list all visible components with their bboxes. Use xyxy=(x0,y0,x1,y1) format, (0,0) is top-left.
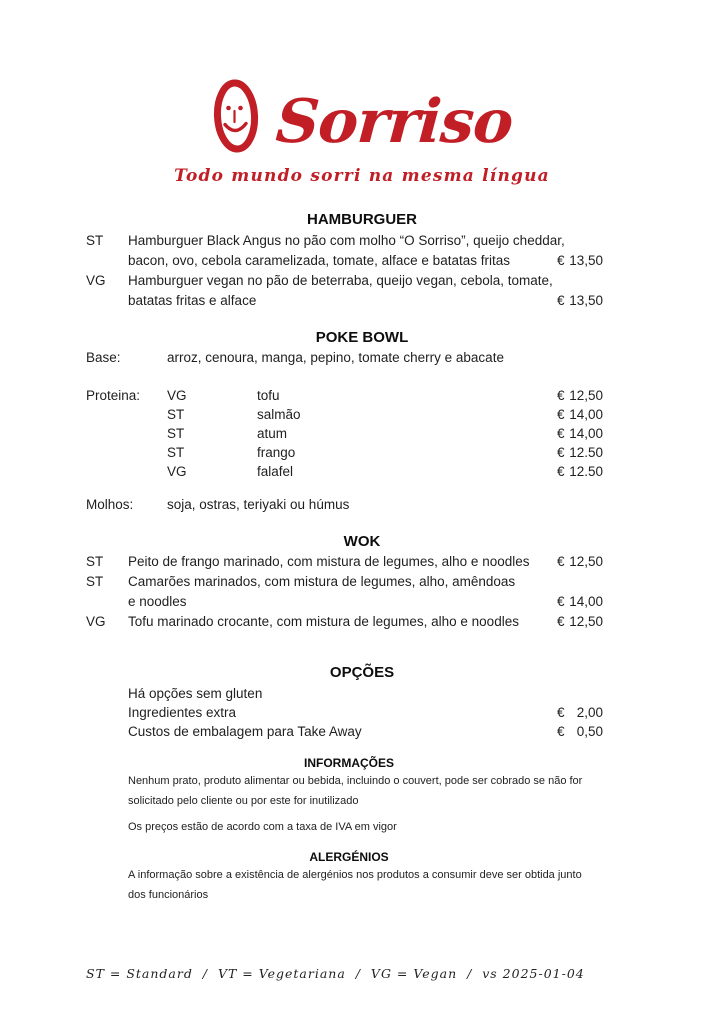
price-amount: 0,50 xyxy=(576,724,603,739)
item-price xyxy=(557,462,603,481)
currency-symbol: € xyxy=(557,426,565,441)
price-amount: 13,50 xyxy=(569,253,603,268)
info-paragraph-line: dos funcionários xyxy=(128,889,209,901)
menu-item-wok-frango xyxy=(86,552,638,572)
diet-code: VG xyxy=(167,388,187,403)
option-label: Ingredientes extra xyxy=(128,705,237,720)
sauces-label: Molhos: xyxy=(86,497,134,512)
protein-label: Proteina: xyxy=(86,388,141,403)
item-price xyxy=(557,684,603,703)
info-paragraph-line: A informação sobre a existência de alergénios nos produtos a consumir deve ser obtida junto xyxy=(128,869,582,881)
price-amount: 14,00 xyxy=(569,407,603,422)
item-price xyxy=(557,386,603,405)
currency-symbol: € xyxy=(557,253,565,268)
menu-content xyxy=(86,210,638,905)
protein-name: falafel xyxy=(257,464,294,479)
protein-row xyxy=(86,405,638,424)
section-wok xyxy=(86,532,638,632)
protein-name: salmão xyxy=(257,407,301,422)
price-amount: 12.50 xyxy=(569,445,603,460)
diet-code: ST xyxy=(167,426,185,441)
protein-name: tofu xyxy=(257,388,280,403)
option-label: Há opções sem gluten xyxy=(128,686,263,701)
item-description-line: bacon, ovo, cebola caramelizada, tomate, alface e batatas fritas xyxy=(128,253,510,268)
section-poke-bowl xyxy=(86,328,638,515)
informacoes-text xyxy=(86,771,638,837)
currency-symbol: € xyxy=(557,293,565,308)
logo-text: Sorriso xyxy=(273,87,515,158)
section-alergenios xyxy=(86,849,638,905)
brand-header xyxy=(0,0,724,186)
item-description-line: Peito de frango marinado, com mistura de legumes, alho e noodles xyxy=(128,554,530,569)
protein-row xyxy=(86,424,638,443)
base-label: Base: xyxy=(86,350,121,365)
item-description-line: batatas fritas e alface xyxy=(128,293,257,308)
section-informacoes xyxy=(86,755,638,837)
poke-base-row xyxy=(86,348,638,368)
item-price xyxy=(557,703,603,722)
item-price xyxy=(557,251,603,271)
currency-symbol: € xyxy=(557,705,565,720)
item-price xyxy=(557,443,603,462)
item-price xyxy=(557,291,603,311)
currency-symbol: € xyxy=(557,445,565,460)
item-description-line: e noodles xyxy=(128,594,187,609)
poke-sauces-row xyxy=(86,495,638,515)
item-description-line: Hamburguer Black Angus no pão com molho “O Sorriso”, queijo cheddar, xyxy=(128,233,565,248)
currency-symbol: € xyxy=(557,594,565,609)
option-row-gluten xyxy=(86,684,638,703)
item-price xyxy=(557,722,603,741)
price-amount: 12,50 xyxy=(569,554,603,569)
price-amount: 12,50 xyxy=(569,388,603,403)
option-label: Custos de embalagem para Take Away xyxy=(128,724,362,739)
item-price xyxy=(557,592,603,612)
currency-symbol: € xyxy=(557,554,565,569)
diet-code: VG xyxy=(86,273,106,288)
diet-code: ST xyxy=(167,445,185,460)
section-opcoes xyxy=(86,663,638,741)
item-description-line: Camarões marinados, com mistura de legumes, alho, amêndoas xyxy=(128,574,516,589)
protein-row xyxy=(86,443,638,462)
section-title-informacoes: INFORMAÇÕES xyxy=(304,756,394,770)
currency-symbol: € xyxy=(557,724,565,739)
price-amount: 2,00 xyxy=(576,705,603,720)
price-amount: 12.50 xyxy=(569,464,603,479)
info-paragraph-line: Nenhum prato, produto alimentar ou bebida, incluindo o couvert, pode ser cobrado se não for xyxy=(128,775,583,787)
sauces-value: soja, ostras, teriyaki ou húmus xyxy=(167,497,350,512)
menu-item-hamburguer-st xyxy=(86,231,638,271)
info-paragraph-line: Os preços estão de acordo com a taxa de IVA em vigor xyxy=(128,821,397,833)
currency-symbol: € xyxy=(557,464,565,479)
section-title-alergenios: ALERGÉNIOS xyxy=(309,850,389,864)
menu-item-wok-camaroes xyxy=(86,572,638,612)
protein-name: frango xyxy=(257,445,296,460)
diet-code: ST xyxy=(167,407,185,422)
protein-name: atum xyxy=(257,426,288,441)
item-description-line: Hamburguer vegan no pão de beterraba, queijo vegan, cebola, tomate, xyxy=(128,273,553,288)
footer-legend: ST = Standard / VT = Vegetariana / VG = Vegan / vs 2025-01-04 xyxy=(86,966,585,981)
menu-item-hamburguer-vg xyxy=(86,271,638,311)
section-hamburguer xyxy=(86,210,638,311)
currency-symbol: € xyxy=(557,614,565,629)
item-price xyxy=(557,552,603,572)
brand-tagline: Todo mundo sorri na mesma língua xyxy=(174,166,550,186)
alergenios-text xyxy=(86,865,638,905)
section-title-wok: WOK xyxy=(343,533,381,550)
diet-code: ST xyxy=(86,574,104,589)
diet-code: VG xyxy=(86,614,106,629)
price-amount: 14,00 xyxy=(569,426,603,441)
diet-code: ST xyxy=(86,554,104,569)
protein-row xyxy=(86,462,638,481)
item-price xyxy=(557,405,603,424)
smiley-face-o-icon xyxy=(212,78,260,154)
currency-symbol: € xyxy=(557,388,565,403)
currency-symbol: € xyxy=(557,407,565,422)
menu-item-wok-tofu xyxy=(86,612,638,632)
protein-row xyxy=(86,386,638,405)
item-price xyxy=(557,612,603,632)
option-row-extra xyxy=(86,703,638,722)
price-amount: 12,50 xyxy=(569,614,603,629)
base-value: arroz, cenoura, manga, pepino, tomate cherry e abacate xyxy=(167,350,504,365)
info-paragraph-line: solicitado pelo cliente ou por este for inutilizado xyxy=(128,795,359,807)
item-description-line: Tofu marinado crocante, com mistura de legumes, alho e noodles xyxy=(128,614,519,629)
price-amount: 13,50 xyxy=(569,293,603,308)
diet-code: ST xyxy=(86,233,104,248)
option-row-takeaway xyxy=(86,722,638,741)
item-price xyxy=(557,424,603,443)
price-amount: 14,00 xyxy=(569,594,603,609)
poke-protein-list xyxy=(86,386,638,481)
logo xyxy=(0,74,724,158)
section-title-hamburguer: HAMBURGUER xyxy=(307,211,417,228)
diet-code: VG xyxy=(167,464,187,479)
section-title-poke-bowl: POKE BOWL xyxy=(315,329,409,346)
section-title-opcoes: OPÇÕES xyxy=(329,664,395,681)
